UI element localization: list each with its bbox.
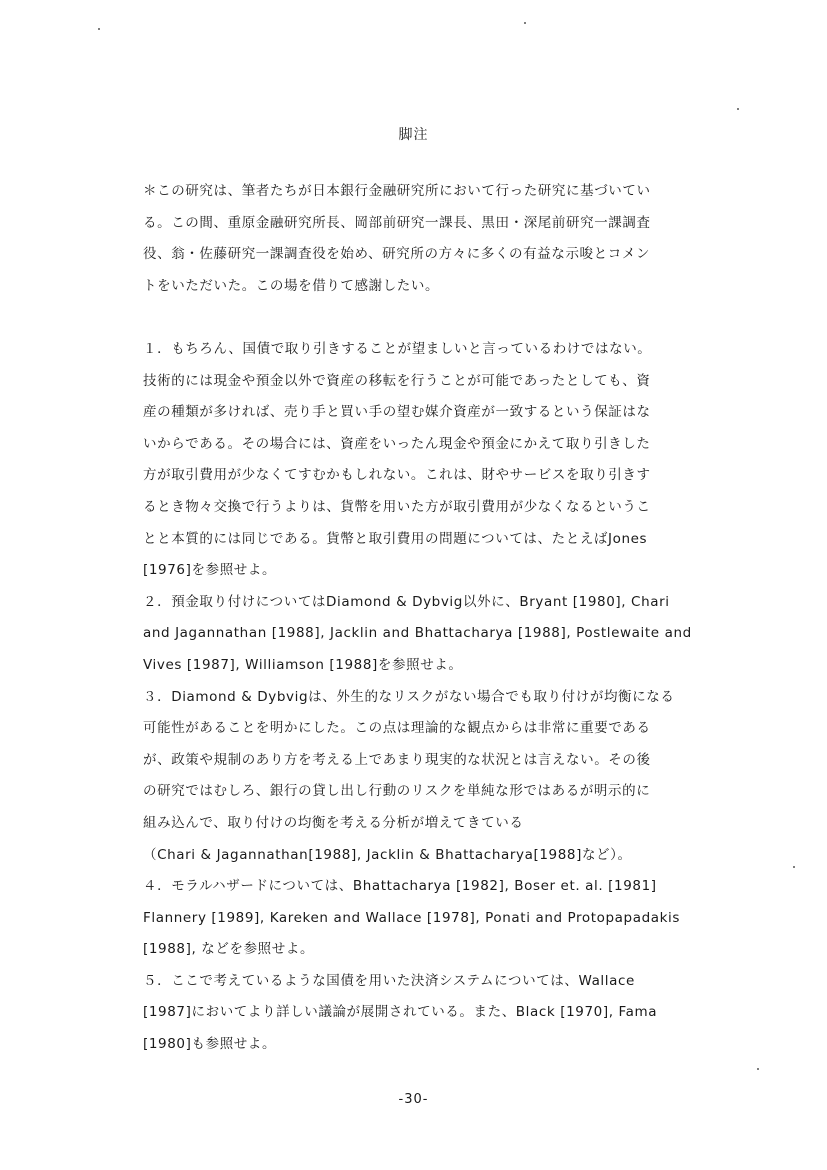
footnote-1-line: [1976]を参照せよ。	[143, 562, 277, 579]
footnote-2-line: ２．預金取り付けについてはDiamond & Dybvig以外に、Bryant [1980], Chari	[143, 593, 670, 610]
footnote-2-line: and Jagannathan [1988], Jacklin and Bhattacharya [1988], Postlewaite and	[143, 625, 692, 642]
footnote-4-line: ４．モラルハザードについては、Bhattacharya [1982], Boser et. al. [1981]	[143, 878, 657, 895]
footnote-list	[143, 334, 695, 1061]
footnote-1-line: 方が取引費用が少なくてすむかもしれない。これは、財やサービスを取り引きす	[143, 467, 651, 484]
footnote-3-line: が、政策や規制のあり方を考える上であまり現実的な状況とは言えない。その後	[143, 751, 651, 768]
page-number: -30-	[398, 1092, 429, 1107]
footnote-3-line: 組み込んで、取り付けの均衡を考える分析が増えてきている	[143, 814, 524, 831]
text-line: 役、翁・佐藤研究一課調査役を始め、研究所の方々に多くの有益な示唆とコメン	[143, 246, 651, 263]
footnote-3-line: 可能性があることを明かにした。この点は理論的な観点からは非常に重要である	[143, 720, 651, 737]
scan-speck	[524, 22, 526, 24]
footnote-4-line: [1988], などを参照せよ。	[143, 941, 315, 958]
footnote-5-line: [1980]も参照せよ。	[143, 1036, 277, 1053]
acknowledgement-note	[143, 176, 695, 302]
footnote-5-line: ５．ここで考えているような国債を用いた決済システムについては、Wallace	[143, 972, 635, 989]
page-title: 脚注	[398, 127, 429, 143]
text-line: る。この間、重原金融研究所長、岡部前研究一課長、黒田・深尾前研究一課調査	[143, 214, 651, 231]
text-line: トをいただいた。この場を借りて感謝したい。	[143, 277, 440, 294]
footnote-1-line: いからである。その場合には、資産をいったん現金や預金にかえて取り引きした	[143, 435, 651, 452]
text-line: ＊この研究は、筆者たちが日本銀行金融研究所において行った研究に基づいてい	[143, 183, 651, 199]
footnote-1-line: るとき物々交換で行うよりは、貨幣を用いた方が取引費用が少なくなるというこ	[143, 498, 651, 515]
footnote-2-line: Vives [1987], Williamson [1988]を参照せよ。	[143, 656, 463, 673]
footnote-5-line: [1987]においてより詳しい議論が展開されている。また、Black [1970], Fama	[143, 1004, 658, 1021]
scan-speck	[98, 28, 100, 30]
scan-speck	[757, 1068, 759, 1070]
footnote-3-line: の研究ではむしろ、銀行の貸し出し行動のリスクを単純な形ではあるが明示的に	[143, 783, 651, 800]
scan-speck	[793, 866, 795, 868]
footnote-3-line: ３．Diamond & Dybvigは、外生的なリスクがない場合でも取り付けが均衡になる	[143, 688, 675, 705]
footnote-1-line: とと本質的には同じである。貨幣と取引費用の問題については、たとえばJones	[143, 530, 648, 547]
footnote-1-line: 産の種類が多ければ、売り手と買い手の望む媒介資産が一致するという保証はな	[143, 404, 651, 421]
footnote-1-line: １．もちろん、国債で取り引きすることが望ましいと言っているわけではない。	[143, 341, 652, 357]
scan-speck	[737, 108, 739, 110]
footnote-4-line: Flannery [1989], Kareken and Wallace [1978], Ponati and Protopapadakis	[143, 909, 681, 926]
footnote-1-line: 技術的には現金や預金以外で資産の移転を行うことが可能であったとしても、資	[143, 372, 651, 389]
footnote-3-line: （Chari & Jagannathan[1988], Jacklin & Bhattacharya[1988]など）。	[143, 846, 632, 863]
